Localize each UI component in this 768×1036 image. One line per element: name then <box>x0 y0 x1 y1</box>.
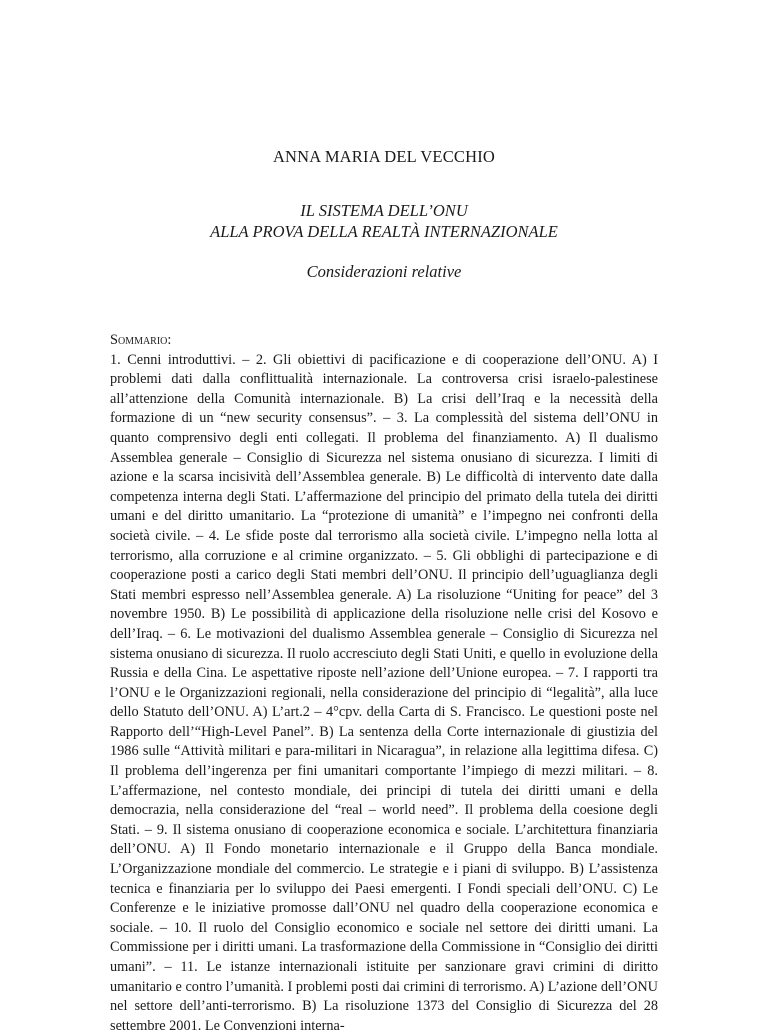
summary-text: 1. Cenni introduttivi. – 2. Gli obiettivi di pacificazione e di cooperazione dell’ONU. A) I problemi dati dalla conflittualità internazionale. La controversa crisi israelo-palestinese all’attenzione della Comunità internazionale. B) La crisi dell’Iraq e la necessità della formazione di un “new security consensus”. – 3. La complessità del sistema dell’ONU in quanto comprensivo degli enti collegati. Il problema del finanziamento. A) Il dualismo Assemblea generale – Consiglio di Sicurezza nel sistema onusiano di sicurezza. I limiti di azione e la scarsa incisività dell’Assemblea generale. B) Le difficoltà di intervento date dalla competenza interna degli Stati. L’affermazione del principio del primato della tutela dei diritti umani e del diritto umanitario. La “protezione di umanità” e l’impegno nei confronti della società civile. – 4. Le sfide poste dal terrorismo alla società civile. L’impegno nella lotta al terrorismo, alla corruzione e al crimine organizzato. – 5. Gli obblighi di partecipazione e di cooperazione posti a carico degli Stati membri dell’ONU. Il principio dell’uguaglianza degli Stati membri espresso nell’Assemblea generale. A) La risoluzione “Uniting for peace” del 3 novembre 1950. B) Le possibilità di applicazione della risoluzione nelle crisi del Kosovo e dell’Iraq. – 6. Le motivazioni del dualismo Assemblea generale – Consiglio di Sicurezza nel sistema onusiano di sicurezza. Il ruolo accresciuto degli Stati Uniti, e quello in evoluzione della Russia e della Cina. Le aspettative riposte nell’azione dell’Unione europea. – 7. I rapporti tra l’ONU e le Organizzazioni regionali, nella considerazione del principio di “legalità”, alla luce dello Statuto dell’ONU. A) L’art.2 – 4°cpv. della Carta di S. Francisco. Le questioni poste nel Rapporto dell’“High-Level Panel”. B) La sentenza della Corte internazionale di giustizia del 1986 sulle “Attività militari e para-militari in Nicaragua”, in relazione alla legittima difesa. C) Il problema dell’ingerenza per fini umanitari comportante l’impiego di mezzi militari. – 8. L’affermazione, nel contesto mondiale, dei principi di tutela dei diritti umani e della democrazia, nella considerazione del “real – world need”. Il problema della coesione degli Stati. – 9. Il sistema onusiano di cooperazione economica e sociale. L’architettura finanziaria dell’ONU. A) Il Fondo monetario internazionale e il Gruppo della Banca mondiale. L’Organizzazione mondiale del commercio. Le strategie e i piani di sviluppo. B) L’assistenza tecnica e finanziaria per lo sviluppo dei Paesi emergenti. I Fondi speciali dell’ONU. C) Le Conferenze e le iniziative promosse dall’ONU nel quadro della cooperazione economica e sociale. – 10. Il ruolo del Consiglio economico e sociale nel settore dei diritti umani. La Commissione per i diritti umani. La trasformazione della Commissione in “Consiglio dei diritti umani”. – 11. Le istanze internazionali istituite per sanzionare gravi crimini di diritto umanitario e contro l’umanità. I problemi posti dai crimini di terrorismo. A) L’azione dell’ONU nel settore dell’anti-terrorismo. B) La risoluzione 1373 del Consiglio di Sicurezza del 28 settembre 2001. Le Convenzioni interna- <box>110 351 658 1034</box>
article-subtitle: Considerazioni relative <box>306 262 462 281</box>
author-name: ANNA MARIA DEL VECCHIO <box>272 147 496 166</box>
summary-section <box>110 331 658 1036</box>
title-line-1: IL SISTEMA DELL’ONU <box>300 201 468 220</box>
summary-heading: Sommario: <box>110 332 172 348</box>
title-line-2: ALLA PROVA DELLA REALTÀ INTERNAZIONALE <box>210 222 558 241</box>
article-title <box>0 200 768 242</box>
